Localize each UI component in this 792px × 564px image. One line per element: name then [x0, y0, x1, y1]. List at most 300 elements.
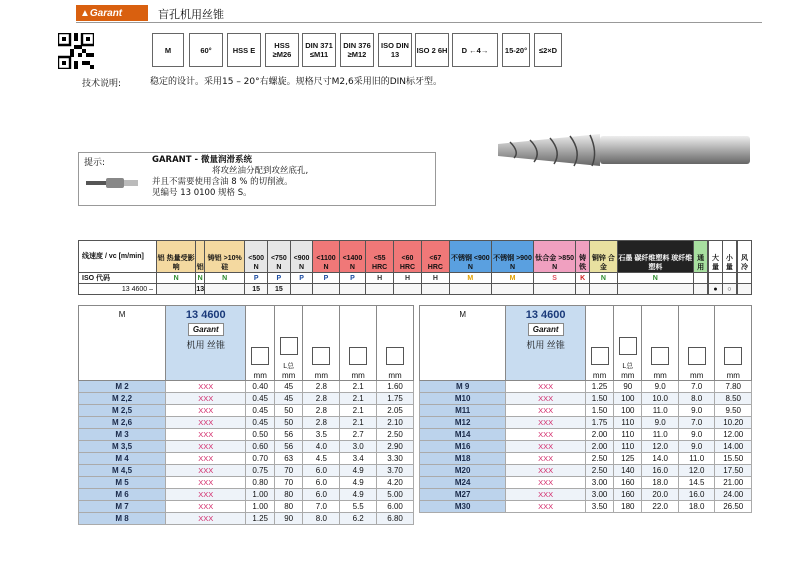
material-group-header: 石墨 碳纤维塑料 玻纤维塑料: [617, 241, 694, 273]
symbol-label: ISO 2 6H: [416, 45, 448, 55]
table-row: [79, 477, 414, 489]
value-cell: 140: [614, 465, 642, 477]
value-cell: 2.8: [303, 417, 340, 429]
value-cell: 5.00: [377, 489, 414, 501]
garant-logo: ▲ Garant: [76, 5, 148, 21]
value-cell: 7.0: [678, 381, 715, 393]
value-cell: 7.80: [715, 381, 752, 393]
value-cell: 160: [614, 489, 642, 501]
iso-code-cell: H: [421, 273, 449, 284]
value-cell: 18.0: [678, 501, 715, 513]
table-row: [420, 501, 752, 513]
iso-label: ISO 代码: [79, 273, 157, 284]
size-table-left: [78, 305, 414, 525]
iso-code-cell: H: [366, 273, 394, 284]
value-cell: 21.00: [715, 477, 752, 489]
order-code-cell: XXX: [506, 441, 586, 453]
value-cell: 18.0: [642, 477, 679, 489]
value-cell: 80: [274, 489, 302, 501]
material-group-header: 铜锌 合金: [590, 241, 617, 273]
order-code-cell: XXX: [506, 393, 586, 405]
dimension-icon: [619, 337, 637, 355]
table-row: [420, 489, 752, 501]
material-group-header: 通用: [694, 241, 708, 273]
material-group-header: <60 HRC: [394, 241, 422, 273]
value-cell: 9.0: [678, 429, 715, 441]
value-cell: 1.25: [246, 513, 274, 525]
speed-cell: [157, 284, 196, 295]
value-cell: 4.5: [303, 453, 340, 465]
value-cell: 2.00: [585, 429, 613, 441]
value-cell: 2.1: [340, 417, 377, 429]
depth-icon: [534, 33, 562, 67]
speed-cell: [576, 284, 590, 295]
order-code-cell: XXX: [506, 453, 586, 465]
material-group-header: 小量: [722, 241, 736, 273]
dimension-header: [642, 306, 679, 381]
size-cell: M 3,5: [79, 441, 166, 453]
length-label: L总: [283, 363, 295, 370]
order-code-cell: XXX: [506, 465, 586, 477]
value-cell: 110: [614, 417, 642, 429]
value-cell: 4.9: [340, 477, 377, 489]
table-row: [420, 393, 752, 405]
unit-label: mm: [690, 371, 704, 380]
value-cell: 4.9: [340, 489, 377, 501]
size-cell: M 5: [79, 477, 166, 489]
value-cell: 1.50: [585, 405, 613, 417]
page-title: 盲孔机用丝锥: [158, 8, 224, 21]
value-cell: 3.4: [340, 453, 377, 465]
table-row: [79, 405, 414, 417]
material-group-header: 铝 热量受影响: [157, 241, 196, 273]
iso-code-cell: P: [290, 273, 313, 284]
iso-code-cell: [709, 273, 723, 284]
material-group-header: 钛合金 >850 N: [534, 241, 576, 273]
unit-label: mm: [282, 371, 296, 380]
value-cell: 3.5: [303, 429, 340, 441]
table-header-row: [420, 306, 752, 381]
symbol-label: HSS ≥M26: [272, 41, 292, 59]
value-cell: 100: [614, 405, 642, 417]
iso-code-cell: N: [197, 274, 203, 282]
iso-code-cell: P: [313, 273, 339, 284]
iso-code-cell: M: [449, 273, 491, 284]
iso2-6h-icon: [415, 33, 449, 67]
iso-code-cell: [694, 273, 708, 284]
value-cell: 7.0: [303, 501, 340, 513]
value-cell: 6.0: [303, 489, 340, 501]
size-cell: M 2,6: [79, 417, 166, 429]
speed-cell: [617, 284, 694, 295]
hint-text: [152, 155, 432, 199]
speed-cell: [694, 284, 708, 295]
material-group-header: <900 N: [290, 241, 313, 273]
speed-cell: [313, 284, 339, 295]
speed-cell: ●: [709, 284, 723, 295]
material-group-header: 风冷: [737, 241, 751, 273]
value-cell: 70: [274, 477, 302, 489]
value-cell: 20.0: [642, 489, 679, 501]
tap-image: [490, 128, 755, 170]
value-cell: 2.8: [303, 381, 340, 393]
speed-cell: [737, 284, 751, 295]
article-number: 13 4600: [185, 309, 226, 321]
speed-cell: 15: [245, 284, 268, 295]
value-cell: 70: [274, 465, 302, 477]
length-label: L总: [622, 363, 634, 370]
value-cell: 3.0: [340, 441, 377, 453]
value-cell: 2.1: [340, 405, 377, 417]
value-cell: 110: [614, 441, 642, 453]
size-cell: M 8: [79, 513, 166, 525]
iso-code-cell: H: [394, 273, 422, 284]
value-cell: 7.0: [678, 417, 715, 429]
table-row: [420, 381, 752, 393]
value-cell: 9.0: [642, 417, 679, 429]
hint-line: 见编号 13 0100 规格 S。: [152, 188, 252, 198]
dimension-header: [377, 306, 414, 381]
value-cell: 26.50: [715, 501, 752, 513]
value-cell: 24.00: [715, 489, 752, 501]
table-header-row: [79, 306, 414, 381]
value-cell: 125: [614, 453, 642, 465]
value-cell: 14.0: [642, 453, 679, 465]
iso-code-cell: P: [339, 273, 366, 284]
hint-line: GARANT - 微量润滑系统: [152, 155, 253, 165]
speed-row: [79, 284, 752, 295]
table-row: [79, 501, 414, 513]
symbol-label: 15-20°: [504, 45, 528, 55]
iso-code-cell: K: [576, 273, 590, 284]
size-cell: M 6: [79, 489, 166, 501]
symbol-label: 60°: [200, 45, 212, 55]
order-code-cell: XXX: [506, 405, 586, 417]
material-group-header: <55 HRC: [366, 241, 394, 273]
value-cell: 1.60: [377, 381, 414, 393]
value-cell: 180: [614, 501, 642, 513]
size-cell: M 4: [79, 453, 166, 465]
value-cell: 1.75: [585, 417, 613, 429]
value-cell: 2.8: [303, 405, 340, 417]
material-group-header: <500 N: [245, 241, 268, 273]
unit-label: mm: [592, 371, 607, 380]
table-row: [79, 417, 414, 429]
value-cell: 9.0: [642, 381, 679, 393]
value-cell: 3.30: [377, 453, 414, 465]
speed-cell: 15: [268, 284, 291, 295]
value-cell: 4.9: [340, 465, 377, 477]
order-code-cell: XXX: [166, 453, 246, 465]
size-cell: M 2,2: [79, 393, 166, 405]
value-cell: 1.75: [377, 393, 414, 405]
material-group-header: 不锈钢 >900 N: [491, 241, 533, 273]
dimension-icon: [688, 347, 706, 365]
value-cell: 100: [614, 393, 642, 405]
tech-description: 稳定的设计。采用15 – 20°右螺旋。规格尺寸M2,6采用旧的DIN标牙型。: [150, 77, 443, 87]
value-cell: 6.0: [303, 477, 340, 489]
order-code-cell: XXX: [506, 501, 586, 513]
size-cell: M16: [420, 441, 506, 453]
order-code-cell: XXX: [506, 417, 586, 429]
symbol-label: D ←4→: [461, 45, 489, 55]
size-cell: M18: [420, 453, 506, 465]
dimension-icon: [591, 347, 609, 365]
size-cell: M12: [420, 417, 506, 429]
table-row: [79, 381, 414, 393]
chamfer-icon: [452, 33, 498, 67]
value-cell: 10.0: [642, 393, 679, 405]
hss-icon: [265, 33, 299, 67]
dimension-icon: [651, 347, 669, 365]
speed-cell: 13: [196, 285, 205, 293]
speed-cell: ○: [722, 284, 736, 295]
dimension-header: [715, 306, 752, 381]
table-row: [79, 453, 414, 465]
dimension-icon: [280, 337, 298, 355]
table-row: [79, 429, 414, 441]
garant-badge: Garant: [188, 323, 224, 336]
order-code-cell: XXX: [166, 417, 246, 429]
table-row: [420, 429, 752, 441]
din371-icon: [302, 33, 336, 67]
table-row: [79, 441, 414, 453]
order-code-cell: XXX: [166, 489, 246, 501]
value-cell: 6.80: [377, 513, 414, 525]
dimension-icon: [386, 347, 404, 365]
order-code-cell: XXX: [506, 489, 586, 501]
value-cell: 9.0: [678, 441, 715, 453]
value-cell: 6.0: [303, 465, 340, 477]
size-cell: M 9: [420, 381, 506, 393]
size-cell: M 4,5: [79, 465, 166, 477]
material-group-header: 铸铁: [576, 241, 590, 273]
table-row: [420, 477, 752, 489]
value-cell: 56: [274, 429, 302, 441]
tool-type: 机用 丝锥: [186, 340, 226, 350]
size-cell: M24: [420, 477, 506, 489]
value-cell: 56: [274, 441, 302, 453]
unit-label: mm: [621, 371, 635, 380]
size-cell: M 7: [79, 501, 166, 513]
size-cell: M11: [420, 405, 506, 417]
value-cell: 1.25: [585, 381, 613, 393]
value-cell: 6.2: [340, 513, 377, 525]
value-cell: 160: [614, 477, 642, 489]
iso-code-cell: N: [590, 273, 617, 284]
value-cell: 0.50: [246, 429, 274, 441]
compat-header-row: [79, 241, 752, 273]
unit-label: mm: [653, 371, 667, 380]
value-cell: 10.20: [715, 417, 752, 429]
value-cell: 12.0: [642, 441, 679, 453]
value-cell: 14.5: [678, 477, 715, 489]
value-cell: 17.50: [715, 465, 752, 477]
article-header: [166, 306, 246, 381]
value-cell: 0.45: [246, 417, 274, 429]
helix-angle-icon: [502, 33, 530, 67]
value-cell: 22.0: [642, 501, 679, 513]
table-row: [420, 441, 752, 453]
article-number: 13 4600: [525, 309, 566, 321]
dimension-header: [585, 306, 613, 381]
size-cell: M 3: [79, 429, 166, 441]
value-cell: 3.70: [377, 465, 414, 477]
speed-cell: [290, 284, 313, 295]
dimension-header: [340, 306, 377, 381]
iso-code-row: [79, 273, 752, 284]
value-cell: 9.0: [678, 405, 715, 417]
value-cell: 45: [274, 393, 302, 405]
value-cell: 0.45: [246, 405, 274, 417]
col-m-header: M: [420, 306, 506, 381]
col-m-header: M: [79, 306, 166, 381]
value-cell: 4.20: [377, 477, 414, 489]
size-table-right: [419, 305, 752, 513]
value-cell: 2.50: [377, 429, 414, 441]
value-cell: 8.0: [303, 513, 340, 525]
value-cell: 16.0: [678, 489, 715, 501]
value-cell: 2.05: [377, 405, 414, 417]
dimension-icon: [251, 347, 269, 365]
symbol-label: HSS E: [232, 45, 256, 55]
value-cell: 2.50: [585, 465, 613, 477]
value-cell: 50: [274, 405, 302, 417]
hint-line: 将攻丝油分配到攻丝底孔,: [212, 166, 309, 176]
value-cell: 90: [274, 513, 302, 525]
value-cell: 0.70: [246, 453, 274, 465]
dimension-header: [246, 306, 274, 381]
hint-label: 提示:: [84, 158, 106, 168]
value-cell: 110: [614, 429, 642, 441]
value-cell: 2.50: [585, 453, 613, 465]
value-cell: 3.00: [585, 477, 613, 489]
value-cell: 11.0: [642, 429, 679, 441]
speed-cell: [534, 284, 576, 295]
material-group-header: 大量: [709, 241, 723, 273]
table-row: [79, 489, 414, 501]
symbol-label: ≤2×D: [538, 45, 558, 55]
value-cell: 8.50: [715, 393, 752, 405]
value-cell: 1.00: [246, 501, 274, 513]
header-divider: [76, 22, 762, 23]
order-code-cell: XXX: [166, 429, 246, 441]
hss-e-icon: [227, 33, 261, 67]
value-cell: 16.0: [642, 465, 679, 477]
value-cell: 90: [614, 381, 642, 393]
garant-badge: Garant: [528, 323, 564, 336]
material-group-header: <1400 N: [339, 241, 366, 273]
hint-line: 并且不需要使用含油 8 % 的切削液。: [152, 177, 293, 187]
speed-cell: [366, 284, 394, 295]
order-code-cell: XXX: [506, 429, 586, 441]
order-code-cell: XXX: [166, 381, 246, 393]
din376-icon: [340, 33, 374, 67]
order-code-cell: XXX: [166, 465, 246, 477]
symbol-label: ISO DIN 13: [381, 41, 409, 59]
iso-code-cell: N: [205, 273, 245, 284]
value-cell: 3.50: [585, 501, 613, 513]
value-cell: 0.60: [246, 441, 274, 453]
unit-label: mm: [253, 371, 267, 380]
iso-code-cell: [722, 273, 736, 284]
speed-cell: [205, 284, 245, 295]
order-code-cell: XXX: [506, 477, 586, 489]
value-cell: 15.50: [715, 453, 752, 465]
material-group-header: <1100 N: [313, 241, 339, 273]
material-group-header: 铝: [196, 241, 205, 273]
speed-cell: [394, 284, 422, 295]
article-number: 13 4600 –: [79, 284, 157, 295]
table-row: [420, 465, 752, 477]
iso-code-cell: N: [617, 273, 694, 284]
material-group-header: <750 N: [268, 241, 291, 273]
order-code-cell: XXX: [166, 405, 246, 417]
value-cell: 2.00: [585, 441, 613, 453]
value-cell: 9.50: [715, 405, 752, 417]
value-cell: 3.00: [585, 489, 613, 501]
table-row: [420, 417, 752, 429]
table-row: [79, 465, 414, 477]
dimension-header: [274, 306, 302, 381]
value-cell: 80: [274, 501, 302, 513]
material-group-header: 不锈钢 <900 N: [449, 241, 491, 273]
tool-type: 机用 丝锥: [526, 340, 565, 350]
speed-cell: [421, 284, 449, 295]
value-cell: 11.0: [678, 453, 715, 465]
dimension-icon: [724, 347, 742, 365]
order-code-cell: XXX: [506, 381, 586, 393]
dimension-icon: [312, 347, 330, 365]
value-cell: 2.1: [340, 393, 377, 405]
value-cell: 11.0: [642, 405, 679, 417]
size-cell: M 2: [79, 381, 166, 393]
size-cell: M30: [420, 501, 506, 513]
dimension-header: [303, 306, 340, 381]
speed-label: 线速度 / vc [m/min]: [79, 241, 157, 273]
value-cell: 0.80: [246, 477, 274, 489]
table-row: [79, 393, 414, 405]
order-code-cell: XXX: [166, 393, 246, 405]
unit-label: mm: [388, 371, 402, 380]
value-cell: 4.0: [303, 441, 340, 453]
unit-label: mm: [314, 371, 328, 380]
size-cell: M14: [420, 429, 506, 441]
order-code-cell: XXX: [166, 501, 246, 513]
value-cell: 45: [274, 381, 302, 393]
value-cell: 14.00: [715, 441, 752, 453]
value-cell: 50: [274, 417, 302, 429]
unit-label: mm: [726, 371, 740, 380]
order-code-cell: XXX: [166, 477, 246, 489]
thread-profile-icon: [152, 33, 184, 67]
value-cell: 0.75: [246, 465, 274, 477]
value-cell: 2.7: [340, 429, 377, 441]
order-code-cell: XXX: [166, 441, 246, 453]
iso-code-cell: P: [268, 273, 291, 284]
dimension-header: [614, 306, 642, 381]
article-header: [506, 306, 586, 381]
value-cell: 1.00: [246, 489, 274, 501]
iso-code-cell: P: [245, 273, 268, 284]
table-row: [79, 513, 414, 525]
value-cell: 2.1: [340, 381, 377, 393]
speed-cell: [449, 284, 491, 295]
value-cell: 63: [274, 453, 302, 465]
size-cell: M10: [420, 393, 506, 405]
mql-system-icon: [86, 175, 142, 191]
speed-cell: [491, 284, 533, 295]
